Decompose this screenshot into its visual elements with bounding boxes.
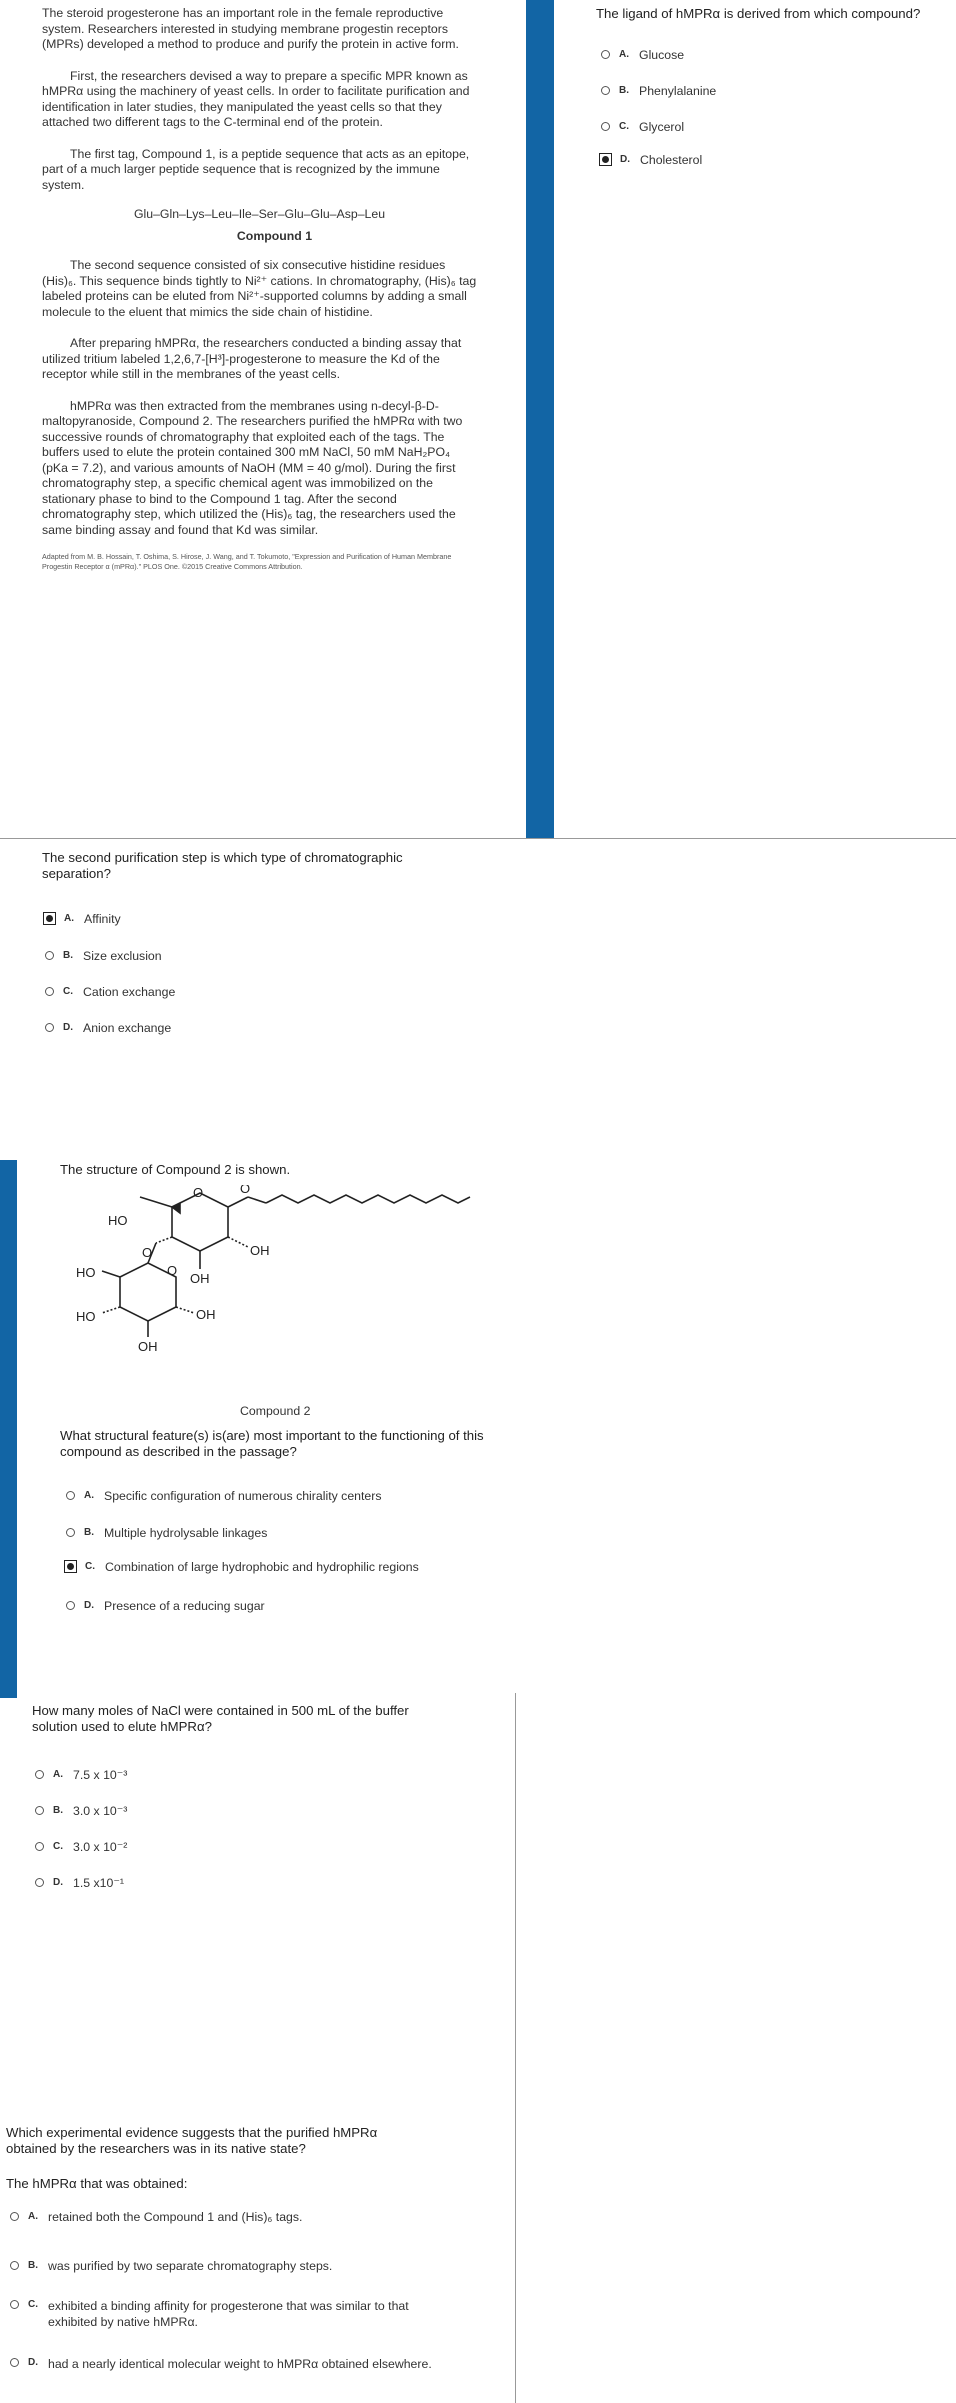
radio-button[interactable]: [10, 2261, 19, 2270]
right-option-a[interactable]: A. Glucose: [601, 48, 684, 62]
pyranose-ring-upper: [172, 1193, 228, 1251]
radio-button[interactable]: [10, 2212, 19, 2221]
q2-question-text: What structural feature(s) is(are) most important to the functioning of this compound as described in the passage?: [60, 1428, 484, 1459]
q2-option-c[interactable]: C. Combination of large hydrophobic and hydrophilic regions: [64, 1560, 419, 1574]
right-option-d[interactable]: D. Cholesterol: [599, 153, 702, 167]
radio-button[interactable]: [45, 951, 54, 960]
hydroxyl-label: HO: [108, 1213, 128, 1228]
right-question-text: The ligand of hMPRα is derived from which compound?: [596, 6, 921, 21]
q4-question-text: Which experimental evidence suggests that the purified hMPRα obtained by the researchers was in its native state?: [6, 2125, 378, 2156]
radio-button[interactable]: [45, 1023, 54, 1032]
passage-paragraph: After preparing hMPRα, the researchers conducted a binding assay that utilized tritium labeled 1,2,6,7-[H³]-progesterone to measure the Kd of the receptor while still in the membranes of the yeast cells.: [42, 336, 462, 381]
q3-option-c[interactable]: C. 3.0 x 10⁻²: [35, 1840, 127, 1854]
q1-option-d[interactable]: D. Anion exchange: [45, 1021, 171, 1035]
q2-option-b[interactable]: B. Multiple hydrolysable linkages: [66, 1526, 267, 1540]
column-divider: [515, 1693, 516, 2403]
hashed-bond: [156, 1237, 172, 1243]
passage-paragraph: hMPRα was then extracted from the membranes using n-decyl-β-D-maltopyranoside, Compound 2. The researchers purified the hMPRα with two successive rounds of chromatography that exploited each of the tags. The buffers used to elute the protein contained 300 mM NaCl, 50 mM NaH₂PO₄ (pKa = 7.2), and various amounts of NaOH (MM = 40 g/mol). During the first chromatography step, a specific chemical agent was immobilized on the stationary phase to bind to the Compound 1 tag. After the second chromatography step, which utilized the (His)₆ tag, the researchers used the same binding assay and found that Kd was similar.: [42, 398, 463, 537]
compound-2-structure: [60, 1185, 480, 1395]
bond: [140, 1197, 172, 1207]
bond: [248, 1197, 266, 1203]
oxygen-label: O: [240, 1185, 251, 1196]
oxygen-label: O: [142, 1245, 153, 1260]
q4-option-c[interactable]: C. exhibited a binding affinity for progesterone that was similar to that exhibited by native hMPRα.: [10, 2298, 440, 2330]
compound-1-sequence: Glu–Gln–Lys–Leu–Ile–Ser–Glu–Glu–Asp–Leu: [133, 207, 386, 221]
q4-option-a[interactable]: A. retained both the Compound 1 and (His)₆ tags.: [10, 2210, 302, 2224]
passage-paragraph: The first tag, Compound 1, is a peptide sequence that acts as an epitope, part of a much larger peptide sequence that is recognized by the immune system.: [42, 146, 470, 192]
passage-paragraph: The second sequence consisted of six consecutive histidine residues (His)₆. This sequence binds tightly to Ni²⁺ cations. In chromatography, (His)₆ tag labeled proteins can be eluted from Ni²⁺-supported columns by adding a small molecule to the eluent that mimics the side chain of histidine.: [42, 258, 477, 319]
wedge-bond: [172, 1203, 180, 1213]
q4-option-d[interactable]: D. had a nearly identical molecular weight to hMPRα obtained elsewhere.: [10, 2356, 440, 2372]
hydroxyl-label: OH: [190, 1271, 210, 1286]
radio-button[interactable]: [10, 2300, 19, 2309]
passage-paragraph: First, the researchers devised a way to prepare a specific MPR known as hMPRα using the machinery of yeast cells. In order to facilitate purification and identification in later studies, they manipulated the yeast cells so that they attached two different tags to the C-terminal end of the protein.: [42, 68, 470, 129]
passage: [42, 6, 477, 572]
right-option-b[interactable]: B. Phenylalanine: [601, 84, 716, 98]
q2-option-d[interactable]: D. Presence of a reducing sugar: [66, 1599, 265, 1613]
q3-option-d[interactable]: D. 1.5 x10⁻¹: [35, 1876, 124, 1890]
q2-intro: The structure of Compound 2 is shown.: [60, 1162, 291, 1177]
radio-button-selected[interactable]: [64, 1560, 77, 1573]
hashed-bond: [228, 1237, 248, 1247]
radio-button[interactable]: [35, 1806, 44, 1815]
hydroxyl-label: HO: [76, 1265, 96, 1280]
radio-button-selected[interactable]: [43, 912, 56, 925]
q4-stem: The hMPRα that was obtained:: [6, 2176, 188, 2191]
radio-button[interactable]: [66, 1601, 75, 1610]
q4-option-b[interactable]: B. was purified by two separate chromatography steps.: [10, 2259, 332, 2273]
q1-option-a[interactable]: A. Affinity: [43, 912, 121, 926]
q1-question-text: The second purification step is which type of chromatographic separation?: [42, 850, 403, 881]
radio-button[interactable]: [45, 987, 54, 996]
q3-option-a[interactable]: A. 7.5 x 10⁻³: [35, 1768, 127, 1782]
hashed-bond: [102, 1307, 120, 1313]
right-option-c[interactable]: C. Glycerol: [601, 120, 684, 134]
oxygen-label: O: [193, 1185, 204, 1200]
section-divider: [0, 838, 956, 839]
question-accent-bar: [0, 1160, 17, 1698]
radio-button[interactable]: [601, 86, 610, 95]
hydroxyl-label: OH: [250, 1243, 270, 1258]
radio-button[interactable]: [35, 1842, 44, 1851]
hydroxyl-label: OH: [138, 1339, 158, 1354]
radio-button[interactable]: [35, 1770, 44, 1779]
radio-button-selected[interactable]: [599, 153, 612, 166]
hashed-bond: [176, 1307, 194, 1313]
hydroxyl-label: HO: [76, 1309, 96, 1324]
radio-button[interactable]: [66, 1491, 75, 1500]
radio-button[interactable]: [601, 50, 610, 59]
decyl-chain: [266, 1195, 470, 1203]
passage-divider-bar: [526, 0, 554, 838]
q3-question-text: How many moles of NaCl were contained in 500 mL of the buffer solution used to elute hMPRα?: [32, 1703, 409, 1734]
compound-1-caption: Compound 1: [236, 228, 313, 243]
oxygen-label: O: [167, 1263, 178, 1278]
compound-2-caption: Compound 2: [240, 1404, 311, 1418]
radio-button[interactable]: [10, 2358, 19, 2367]
bond: [228, 1197, 248, 1207]
radio-button[interactable]: [601, 122, 610, 131]
passage-paragraph: The steroid progesterone has an important role in the female reproductive system. Researchers interested in studying membrane progestin receptors (MPRs) developed a method to produce and purify the protein in active form.: [42, 6, 459, 51]
bond: [102, 1271, 120, 1277]
radio-button[interactable]: [66, 1528, 75, 1537]
q1-option-b[interactable]: B. Size exclusion: [45, 949, 162, 963]
q3-option-b[interactable]: B. 3.0 x 10⁻³: [35, 1804, 127, 1818]
q2-option-a[interactable]: A. Specific configuration of numerous chirality centers: [66, 1489, 382, 1503]
passage-citation: Adapted from M. B. Hossain, T. Oshima, S. Hirose, J. Wang, and T. Tokumoto, "Expression and Purification of Human Membrane Progestin Receptor α (mPRα)." PLOS One. ©2015 Creative Commons Attribution.: [42, 552, 452, 571]
radio-button[interactable]: [35, 1878, 44, 1887]
hydroxyl-label: OH: [196, 1307, 216, 1322]
q1-option-c[interactable]: C. Cation exchange: [45, 985, 175, 999]
